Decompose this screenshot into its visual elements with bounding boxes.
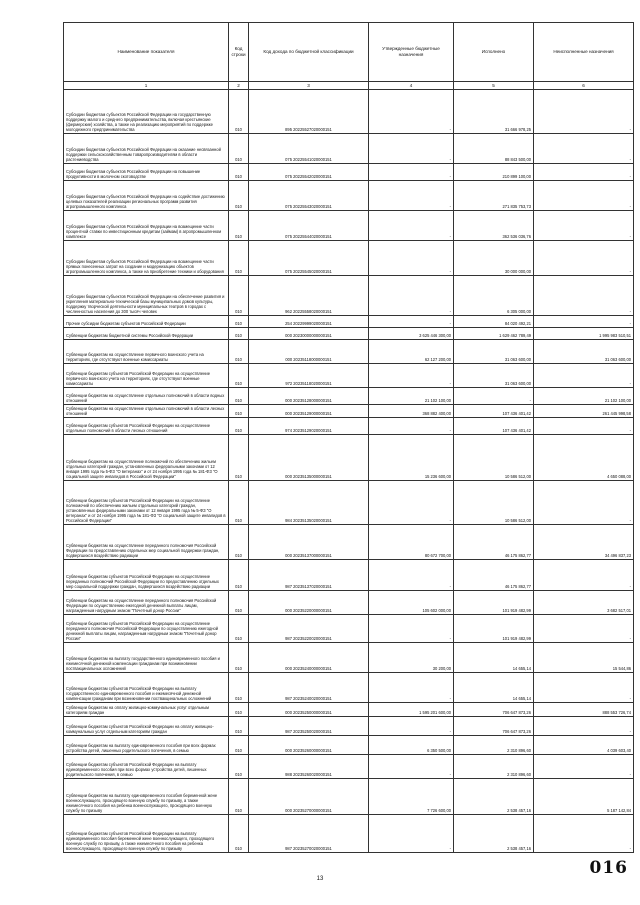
column-number: 5	[454, 82, 534, 90]
row-executed-value: 101 919 482,99	[454, 591, 534, 615]
row-unexecuted-value: -	[534, 181, 634, 211]
row-line-code: 010	[229, 181, 249, 211]
row-unexecuted-value: 5 187 142,84	[534, 779, 634, 815]
table-row	[64, 435, 634, 481]
row-name: Субсидии бюджетам субъектов Российской Федерации на возмещение части процентной ставки по инвестиционным кредитам (займам) в агропромышленном комплексе	[64, 211, 229, 241]
row-line-code: 010	[229, 615, 249, 643]
row-unexecuted-value: -	[534, 134, 634, 164]
column-number: 2	[229, 82, 249, 90]
row-unexecuted-value: 4 650 088,00	[534, 435, 634, 481]
header-name: Наименование показателя	[64, 23, 229, 82]
row-approved-value: 30 200,00	[369, 643, 454, 673]
row-line-code: 010	[229, 673, 249, 703]
row-approved-value: -	[369, 164, 454, 181]
row-executed-value: 2 310 896,60	[454, 755, 534, 779]
row-name: Субвенции бюджетам субъектов Российской Федерации на осуществление полномочий по обеспечению жильем отдельных категорий граждан, установленных федеральными законами от 12 января 1995 года № 5-ФЗ "О ветеранах" и от 24 ноября 1995 года № 181-ФЗ "О социальной защите инвалидов в Российской Федерации"	[64, 481, 229, 525]
row-name: Субвенции бюджетам субъектов Российской Федерации на выплату единовременного пособия при всех формах устройства детей, лишенных родительского попечения, в семью	[64, 755, 229, 779]
table-row	[64, 364, 634, 388]
column-number: 3	[249, 82, 369, 90]
row-approved-value: -	[369, 134, 454, 164]
row-name: Субсидии бюджетам субъектов Российской Федерации на государственную поддержку малого и среднего предпринимательства, включая крестьянские (фермерские) хозяйства, а также на реализацию мероприятий по поддержке молодежного предпринимательства	[64, 90, 229, 134]
row-line-code: 010	[229, 435, 249, 481]
row-unexecuted-value: 15 544,86	[534, 643, 634, 673]
row-line-code: 010	[229, 779, 249, 815]
row-kbk-code: 987 20235137020000151	[249, 560, 369, 591]
row-kbk-code: 000 20235129000000151	[249, 405, 369, 418]
row-kbk-code: 972 20235118020000151	[249, 364, 369, 388]
row-kbk-code: 987 20235220020000151	[249, 615, 369, 643]
table-row	[64, 328, 634, 340]
row-name: Субвенции бюджетам на осуществление отдельных полномочий в области водных отношений	[64, 388, 229, 405]
row-executed-value: -	[454, 388, 534, 405]
row-executed-value: 88 843 500,00	[454, 134, 534, 164]
row-line-code: 010	[229, 316, 249, 328]
table-row	[64, 276, 634, 316]
table-row	[64, 643, 634, 673]
row-approved-value: 62 127 200,00	[369, 340, 454, 364]
row-line-code: 010	[229, 241, 249, 276]
row-line-code: 010	[229, 90, 249, 134]
row-approved-value: 80 672 700,00	[369, 525, 454, 560]
row-kbk-code: 974 20235129020000151	[249, 418, 369, 435]
row-approved-value: -	[369, 316, 454, 328]
row-unexecuted-value: -	[534, 211, 634, 241]
row-line-code: 010	[229, 525, 249, 560]
row-approved-value: -	[369, 560, 454, 591]
row-executed-value: 31 063 600,00	[454, 340, 534, 364]
row-name: Субвенции бюджетам субъектов Российской Федерации на оплату жилищно-коммунальных услуг отдельным категориям граждан	[64, 717, 229, 736]
row-kbk-code: 000 20235260000000151	[249, 736, 369, 755]
row-name: Субвенции бюджетам на выплату единовременного пособия беременной жене военнослужащего, проходящего военную службу по призыву, а также ежемесячного пособия на ребенка военнослужащего, проходящего военную службу по призыву	[64, 779, 229, 815]
row-executed-value: 46 175 862,77	[454, 525, 534, 560]
table-row	[64, 736, 634, 755]
row-approved-value: 6 350 500,00	[369, 736, 454, 755]
header-executed: Исполнено	[454, 23, 534, 82]
row-unexecuted-value: -	[534, 90, 634, 134]
row-kbk-code: 000 20235128000000151	[249, 388, 369, 405]
row-name: Субвенции бюджетам на осуществление полномочий по обеспечению жильем отдельных категорий граждан, установленных федеральными законами от 12 января 1995 года № 5-ФЗ "О ветеранах" и от 24 ноября 1995 года № 181-ФЗ "О социальной защите инвалидов в Российской Федерации"	[64, 435, 229, 481]
table-row	[64, 211, 634, 241]
row-approved-value: -	[369, 815, 454, 853]
row-approved-value: -	[369, 181, 454, 211]
row-kbk-code: 075 20225545020000151	[249, 241, 369, 276]
row-unexecuted-value: -	[534, 717, 634, 736]
row-unexecuted-value: 4 039 603,40	[534, 736, 634, 755]
row-line-code: 010	[229, 388, 249, 405]
row-unexecuted-value: -	[534, 241, 634, 276]
row-unexecuted-value: -	[534, 755, 634, 779]
row-name: Субвенции бюджетам на осуществление переданного полномочия Российской Федерации по осуществлению ежегодной денежной выплаты лицам, награжденным нагрудным знаком "Почетный донор России"	[64, 591, 229, 615]
row-unexecuted-value: -	[534, 164, 634, 181]
row-kbk-code: 000 20230000000000151	[249, 328, 369, 340]
header-kbk: Код дохода по бюджетной классификации	[249, 23, 369, 82]
row-kbk-code: 987 20235270020000151	[249, 815, 369, 853]
row-approved-value: -	[369, 717, 454, 736]
row-executed-value: 14 655,14	[454, 673, 534, 703]
row-kbk-code: 000 20235250000000151	[249, 703, 369, 717]
row-executed-value: 31 063 600,00	[454, 364, 534, 388]
row-executed-value: 362 536 036,76	[454, 211, 534, 241]
row-unexecuted-value: -	[534, 364, 634, 388]
row-approved-value: -	[369, 673, 454, 703]
row-name: Субвенции бюджетам субъектов Российской Федерации на осуществление переданного полномочия Российской Федерации по осуществлению ежегодной денежной выплаты лицам, награжденным нагрудным знаком "Почетный донор России"	[64, 615, 229, 643]
row-approved-value: -	[369, 755, 454, 779]
table-row	[64, 703, 634, 717]
row-approved-value: 15 236 600,00	[369, 435, 454, 481]
row-unexecuted-value: -	[534, 316, 634, 328]
row-name: Субвенции бюджетам бюджетной системы Российской Федерации	[64, 328, 229, 340]
table-row	[64, 525, 634, 560]
row-executed-value: 30 000 000,00	[454, 241, 534, 276]
row-unexecuted-value: 3 682 517,01	[534, 591, 634, 615]
row-line-code: 010	[229, 643, 249, 673]
row-unexecuted-value: -	[534, 673, 634, 703]
row-executed-value: 84 020 492,21	[454, 316, 534, 328]
row-kbk-code: 000 20235270000000151	[249, 779, 369, 815]
table-row	[64, 755, 634, 779]
column-number: 4	[369, 82, 454, 90]
row-line-code: 010	[229, 736, 249, 755]
table-row	[64, 815, 634, 853]
row-kbk-code: 988 20235260020000151	[249, 755, 369, 779]
row-line-code: 010	[229, 134, 249, 164]
row-approved-value: -	[369, 481, 454, 525]
row-name: Субвенции бюджетам на осуществление первичного воинского учета на территориях, где отсутствуют военные комиссариаты	[64, 340, 229, 364]
row-approved-value: 105 602 000,00	[369, 591, 454, 615]
row-unexecuted-value: 34 496 837,23	[534, 525, 634, 560]
row-approved-value: -	[369, 211, 454, 241]
header-unexecuted: Неисполненные назначения	[534, 23, 634, 82]
row-name: Субвенции бюджетам субъектов Российской Федерации на осуществление первичного воинского учета на территориях, где отсутствуют военные комиссариаты	[64, 364, 229, 388]
row-executed-value: 10 586 512,00	[454, 435, 534, 481]
header-code: Код строки	[229, 23, 249, 82]
row-executed-value: 107 436 401,42	[454, 418, 534, 435]
table-row	[64, 405, 634, 418]
row-unexecuted-value: 888 553 726,74	[534, 703, 634, 717]
table-row	[64, 481, 634, 525]
row-name: Субсидии бюджетам субъектов Российской Федерации на обеспечение развития и укрепления материально-технической базы муниципальных домов культуры, поддержку творческой деятельности муниципальных театров в городах с численностью населения до 300 тысяч человек	[64, 276, 229, 316]
table-row	[64, 241, 634, 276]
row-name: Субвенции бюджетам на осуществление переданного полномочия Российской Федерации по предоставлению отдельных мер социальной поддержки граждан, подвергшихся воздействию радиации	[64, 525, 229, 560]
row-approved-value: -	[369, 418, 454, 435]
row-kbk-code: 987 20235240020000151	[249, 673, 369, 703]
row-executed-value: 2 538 457,16	[454, 779, 534, 815]
row-executed-value: 14 655,14	[454, 643, 534, 673]
row-line-code: 010	[229, 211, 249, 241]
table-row	[64, 90, 634, 134]
row-approved-value: -	[369, 364, 454, 388]
row-name: Субсидии бюджетам субъектов Российской Федерации на повышение продуктивности в молочном скотоводстве	[64, 164, 229, 181]
row-kbk-code: 000 20235118000000151	[249, 340, 369, 364]
row-line-code: 010	[229, 481, 249, 525]
row-kbk-code: 254 20229999020000151	[249, 316, 369, 328]
row-name: Субсидии бюджетам субъектов Российской Федерации на возмещение части прямых понесенных затрат на создание и модернизацию объектов агропромышленного комплекса, а также на приобретение техники и оборудования	[64, 241, 229, 276]
row-kbk-code: 075 20225544020000151	[249, 211, 369, 241]
row-executed-value: 107 436 401,42	[454, 405, 534, 418]
row-name: Субсидии бюджетам субъектов Российской Федерации на содействие достижению целевых показателей реализации региональных программ развития агропромышленного комплекса	[64, 181, 229, 211]
row-kbk-code: 075 20225541020000151	[249, 134, 369, 164]
table-row	[64, 340, 634, 364]
row-kbk-code: 987 20235250020000151	[249, 717, 369, 736]
row-name: Субвенции бюджетам субъектов Российской Федерации на осуществление отдельных полномочий в области лесных отношений	[64, 418, 229, 435]
row-line-code: 010	[229, 418, 249, 435]
row-approved-value: -	[369, 615, 454, 643]
table-row	[64, 418, 634, 435]
row-kbk-code: 000 20235240000000151	[249, 643, 369, 673]
row-line-code: 010	[229, 560, 249, 591]
row-unexecuted-value: 1 995 983 510,51	[534, 328, 634, 340]
row-kbk-code: 895 20225527020000151	[249, 90, 369, 134]
budget-execution-table	[63, 22, 634, 853]
row-name: Субвенции бюджетам субъектов Российской Федерации на выплату государственного единовременного пособия и ежемесячной денежной компенсации гражданам при возникновении поствакцинальных осложнений	[64, 673, 229, 703]
row-executed-value: 271 835 753,73	[454, 181, 534, 211]
row-kbk-code: 075 20225542020000151	[249, 164, 369, 181]
row-line-code: 010	[229, 328, 249, 340]
row-line-code: 010	[229, 340, 249, 364]
row-executed-value: 2 538 457,16	[454, 815, 534, 853]
row-line-code: 010	[229, 276, 249, 316]
row-approved-value: -	[369, 241, 454, 276]
row-approved-value: 1 595 201 600,00	[369, 703, 454, 717]
table-row	[64, 181, 634, 211]
row-executed-value: 46 175 862,77	[454, 560, 534, 591]
row-line-code: 010	[229, 717, 249, 736]
table-row	[64, 779, 634, 815]
row-kbk-code: 075 20225543020000151	[249, 181, 369, 211]
row-name: Субвенции бюджетам на осуществление отдельных полномочий в области лесных отношений	[64, 405, 229, 418]
row-approved-value: -	[369, 276, 454, 316]
table-row	[64, 717, 634, 736]
table-header-row	[64, 23, 634, 82]
row-approved-value: 21 102 100,00	[369, 388, 454, 405]
row-kbk-code: 000 20235220000000151	[249, 591, 369, 615]
report-sheet	[63, 22, 633, 853]
row-approved-value: 7 726 600,00	[369, 779, 454, 815]
row-executed-value: 2 310 896,60	[454, 736, 534, 755]
row-name: Субвенции бюджетам субъектов Российской Федерации на осуществление переданных полномочий Российской Федерации по предоставлению отдельных мер социальной поддержки граждан, подвергшихся воздействию радиации	[64, 560, 229, 591]
header-approved: Утвержденные бюджетные назначения	[369, 23, 454, 82]
row-executed-value: 706 647 873,26	[454, 703, 534, 717]
row-unexecuted-value: -	[534, 560, 634, 591]
row-line-code: 010	[229, 815, 249, 853]
row-executed-value: 1 629 462 789,49	[454, 328, 534, 340]
column-number: 6	[534, 82, 634, 90]
table-row	[64, 615, 634, 643]
row-line-code: 010	[229, 703, 249, 717]
column-number: 1	[64, 82, 229, 90]
row-line-code: 010	[229, 364, 249, 388]
row-name: Субвенции бюджетам на выплату единовременного пособия при всех формах устройства детей, лишенных родительского попечения, в семью	[64, 736, 229, 755]
row-line-code: 010	[229, 405, 249, 418]
page-stamp-number: 016	[589, 858, 628, 878]
row-approved-value: 368 882 400,00	[369, 405, 454, 418]
column-number-row	[64, 82, 634, 90]
row-executed-value: 10 586 512,00	[454, 481, 534, 525]
row-unexecuted-value: -	[534, 815, 634, 853]
row-approved-value: -	[369, 90, 454, 134]
row-unexecuted-value: -	[534, 418, 634, 435]
row-unexecuted-value: -	[534, 481, 634, 525]
row-name: Субсидии бюджетам субъектов Российской Федерации на оказание несвязанной поддержки сельскохозяйственным товаропроизводителям в области растениеводства	[64, 134, 229, 164]
table-row	[64, 164, 634, 181]
table-row	[64, 316, 634, 328]
row-name: Субвенции бюджетам субъектов Российской Федерации на выплату единовременного пособия беременной жене военнослужащего, проходящего военную службу по призыву, а также ежемесячного пособия на ребенка военнослужащего, проходящего военную службу по призыву	[64, 815, 229, 853]
row-executed-value: 101 919 482,99	[454, 615, 534, 643]
row-kbk-code: 962 20225558020000151	[249, 276, 369, 316]
table-row	[64, 388, 634, 405]
row-executed-value: 210 899 100,00	[454, 164, 534, 181]
table-row	[64, 134, 634, 164]
row-name: Прочие субсидии бюджетам субъектов Российской Федерации	[64, 316, 229, 328]
row-line-code: 010	[229, 164, 249, 181]
row-unexecuted-value: 261 445 998,58	[534, 405, 634, 418]
table-row	[64, 673, 634, 703]
table-row	[64, 591, 634, 615]
row-kbk-code: 000 20235135000000151	[249, 435, 369, 481]
row-approved-value: 3 625 446 300,00	[369, 328, 454, 340]
row-line-code: 010	[229, 591, 249, 615]
table-row	[64, 560, 634, 591]
row-executed-value: 6 305 000,00	[454, 276, 534, 316]
row-unexecuted-value: 21 102 100,00	[534, 388, 634, 405]
row-line-code: 010	[229, 755, 249, 779]
row-kbk-code: 984 20235135020000151	[249, 481, 369, 525]
row-unexecuted-value: 31 063 600,00	[534, 340, 634, 364]
row-executed-value: 706 647 873,26	[454, 717, 534, 736]
row-name: Субвенции бюджетам на оплату жилищно-коммунальных услуг отдельным категориям граждан	[64, 703, 229, 717]
row-unexecuted-value: -	[534, 615, 634, 643]
row-executed-value: 31 666 978,25	[454, 90, 534, 134]
row-unexecuted-value: -	[534, 276, 634, 316]
row-name: Субвенции бюджетам на выплату государственного единовременного пособия и ежемесячной денежной компенсации гражданам при возникновении поствакцинальных осложнений	[64, 643, 229, 673]
row-kbk-code: 000 20235137000000151	[249, 525, 369, 560]
page-number: 13	[316, 876, 324, 882]
table-body	[64, 90, 634, 853]
